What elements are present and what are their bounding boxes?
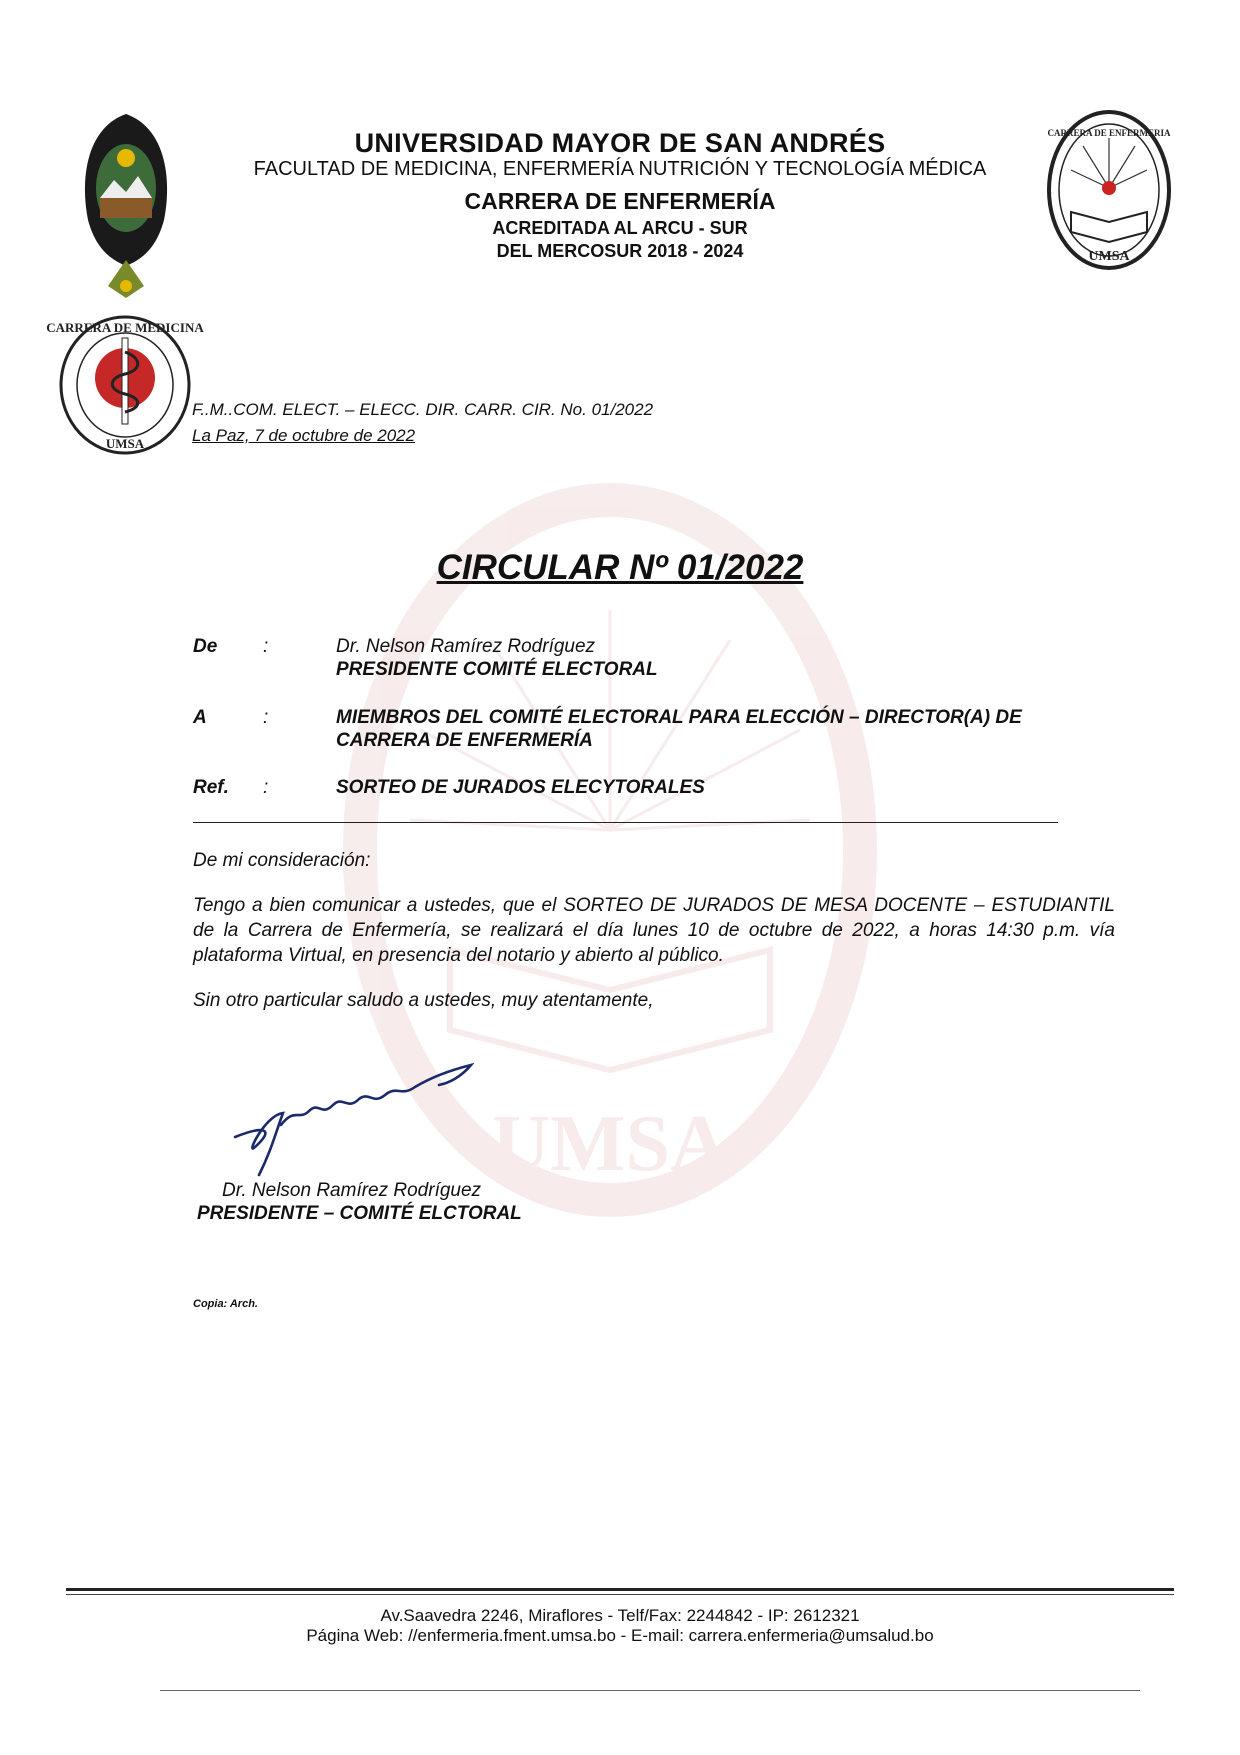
footer-web-email: Página Web: //enfermeria.fment.umsa.bo - E-mail: carrera.enfermeria@umsalud.bo bbox=[306, 1626, 934, 1645]
enfermeria-seal-right bbox=[1045, 108, 1173, 272]
watermark-text: UMSA bbox=[492, 1100, 728, 1188]
copy-note: Copia: Arch. bbox=[193, 1298, 258, 1310]
document-date: La Paz, 7 de octubre de 2022 bbox=[192, 426, 416, 445]
accreditation-line-1: ACREDITADA AL ARCU - SUR bbox=[492, 218, 748, 238]
medicina-seal-top-text: CARRERA DE MEDICINA bbox=[46, 320, 204, 335]
accreditation-line-2: DEL MERCOSUR 2018 - 2024 bbox=[496, 241, 744, 261]
footer-rule-top bbox=[66, 1588, 1174, 1591]
footer-rule-bottom bbox=[160, 1690, 1140, 1691]
career-name: CARRERA DE ENFERMERÍA bbox=[464, 188, 776, 214]
medicina-seal bbox=[46, 312, 204, 458]
to-label: A bbox=[193, 707, 207, 728]
document-code: F..M..COM. ELECT. – ELECC. DIR. CARR. CIR. No. 01/2022 bbox=[192, 400, 654, 419]
greeting: De mi consideración: bbox=[193, 850, 371, 871]
to-line-2: CARRERA DE ENFERMERÍA bbox=[336, 730, 593, 751]
signatory-name: Dr. Nelson Ramírez Rodríguez bbox=[222, 1180, 482, 1201]
from-label: De bbox=[193, 636, 218, 657]
signatory-role: PRESIDENTE – COMITÉ ELCTORAL bbox=[197, 1203, 522, 1224]
from-colon: : bbox=[263, 636, 269, 657]
handwritten-signature bbox=[225, 1055, 485, 1185]
ref-value: SORTEO DE JURADOS ELECYTORALES bbox=[336, 777, 705, 798]
body-paragraph: Tengo a bien comunicar a ustedes, que el SORTEO DE JURADOS DE MESA DOCENTE – ESTUDIANTIL de la Carrera de Enfermería, se realizará el día lunes 10 de octubre de 2022, a horas 14:30 p.m. vía plataforma Virtual, en presencia del notario y abierto al público. bbox=[193, 895, 1115, 966]
faculty-name: FACULTAD DE MEDICINA, ENFERMERÍA NUTRICIÓN Y TECNOLOGÍA MÉDICA bbox=[253, 158, 987, 180]
circular-title: CIRCULAR Nº 01/2022 bbox=[436, 548, 804, 587]
footer-address: Av.Saavedra 2246, Miraflores - Telf/Fax: 2244842 - IP: 2612321 bbox=[380, 1606, 860, 1625]
address-divider bbox=[193, 822, 1058, 823]
medicina-seal-bottom-text: UMSA bbox=[105, 436, 145, 451]
closing-line: Sin otro particular saludo a ustedes, muy atentamente, bbox=[193, 990, 654, 1011]
ref-label: Ref. bbox=[193, 777, 229, 798]
to-line-1: MIEMBROS DEL COMITÉ ELECTORAL PARA ELECCIÓN – DIRECTOR(A) DE bbox=[336, 707, 1022, 728]
ref-colon: : bbox=[263, 777, 269, 798]
footer-rule-top-thin bbox=[66, 1594, 1174, 1595]
from-role: PRESIDENTE COMITÉ ELECTORAL bbox=[336, 659, 658, 680]
from-name: Dr. Nelson Ramírez Rodríguez bbox=[336, 636, 596, 657]
university-name: UNIVERSIDAD MAYOR DE SAN ANDRÉS bbox=[354, 128, 886, 158]
enfermeria-seal-bottom-text: UMSA bbox=[1088, 249, 1130, 264]
enfermeria-seal-top-text: CARRERA DE ENFERMERIA bbox=[1047, 128, 1171, 138]
umsa-seal-left bbox=[78, 110, 174, 300]
to-colon: : bbox=[263, 707, 269, 728]
